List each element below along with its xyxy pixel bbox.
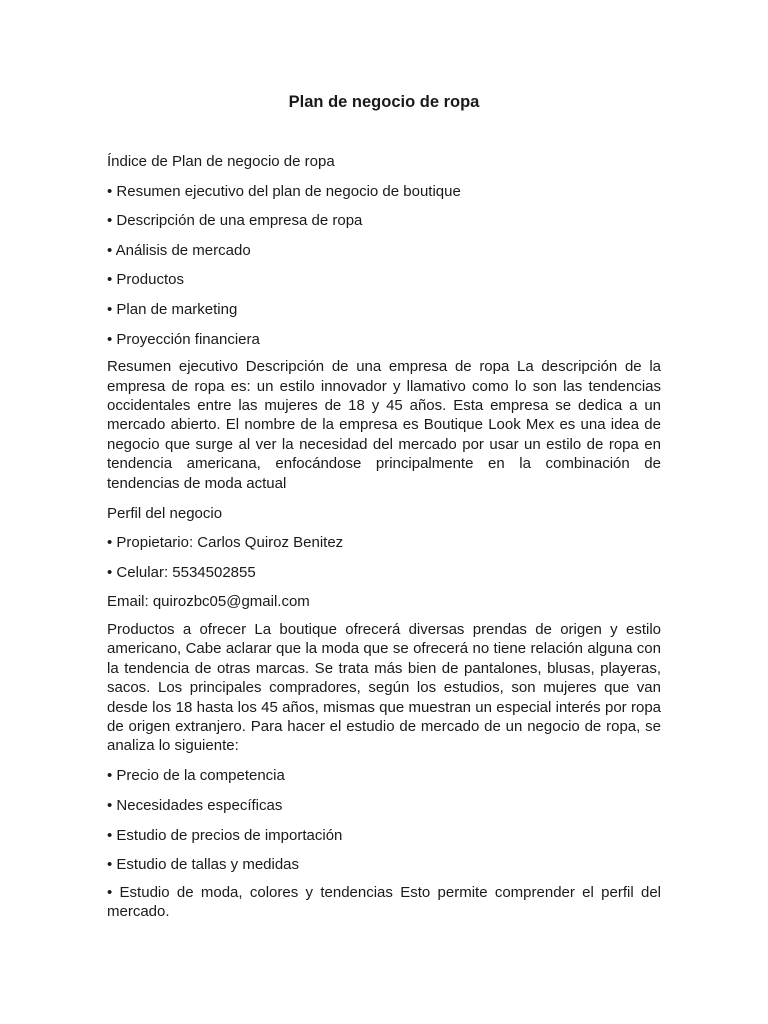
index-item: • Descripción de una empresa de ropa (107, 212, 363, 230)
document-title: Plan de negocio de ropa (288, 93, 480, 111)
index-item: • Productos (107, 271, 184, 289)
final-paragraph: • Estudio de moda, colores y tendencias Esto permite comprender el perfil del mercado. (107, 883, 661, 921)
index-item: • Proyección financiera (107, 330, 260, 348)
phone-line: • Celular: 5534502855 (107, 563, 256, 581)
document-body (107, 152, 661, 932)
index-item: • Plan de marketing (107, 300, 238, 318)
products-paragraph: Productos a ofrecer La boutique ofrecerá diversas prendas de origen y estilo americano, Cabe aclarar que la moda que se ofrecerá no tiene relación alguna con la tendencia de otras marcas. Se trata más bien de pantalones, blusas, playeras, sacos. Los principales compradores, según los estudios, son mujeres que van desde los 18 hasta los 45 años, mismas que muestran un especial interés por ropa de origen extranjero. Para hacer el estudio de mercado de un negocio de ropa, se analiza lo siguiente: (107, 620, 661, 755)
analysis-item: • Precio de la competencia (107, 767, 285, 785)
profile-heading: Perfil del negocio (107, 504, 223, 522)
analysis-item: • Estudio de precios de importación (107, 826, 343, 844)
index-item: • Resumen ejecutivo del plan de negocio de boutique (107, 182, 461, 200)
index-heading: Índice de Plan de negocio de ropa (107, 153, 335, 170)
analysis-item: • Estudio de tallas y medidas (107, 856, 300, 874)
owner-line: • Propietario: Carlos Quiroz Benitez (107, 534, 344, 552)
email-line: Email: quirozbc05@gmail.com (107, 593, 310, 611)
index-item: • Análisis de mercado (107, 241, 251, 259)
analysis-item: • Necesidades específicas (107, 797, 283, 814)
summary-paragraph: Resumen ejecutivo Descripción de una empresa de ropa La descripción de la empresa de ropa es: un estilo innovador y llamativo como lo son las tendencias occidentales entre las mujeres de 18 y 45 años. Esta empresa se dedica a un mercado abierto. El nombre de la empresa es Boutique Look Mex es una idea de negocio que surge al ver la necesidad del mercado por usar un estilo de ropa en tendencia americana, enfocándose principalmente en la combinación de tendencias de moda actual (107, 358, 661, 492)
